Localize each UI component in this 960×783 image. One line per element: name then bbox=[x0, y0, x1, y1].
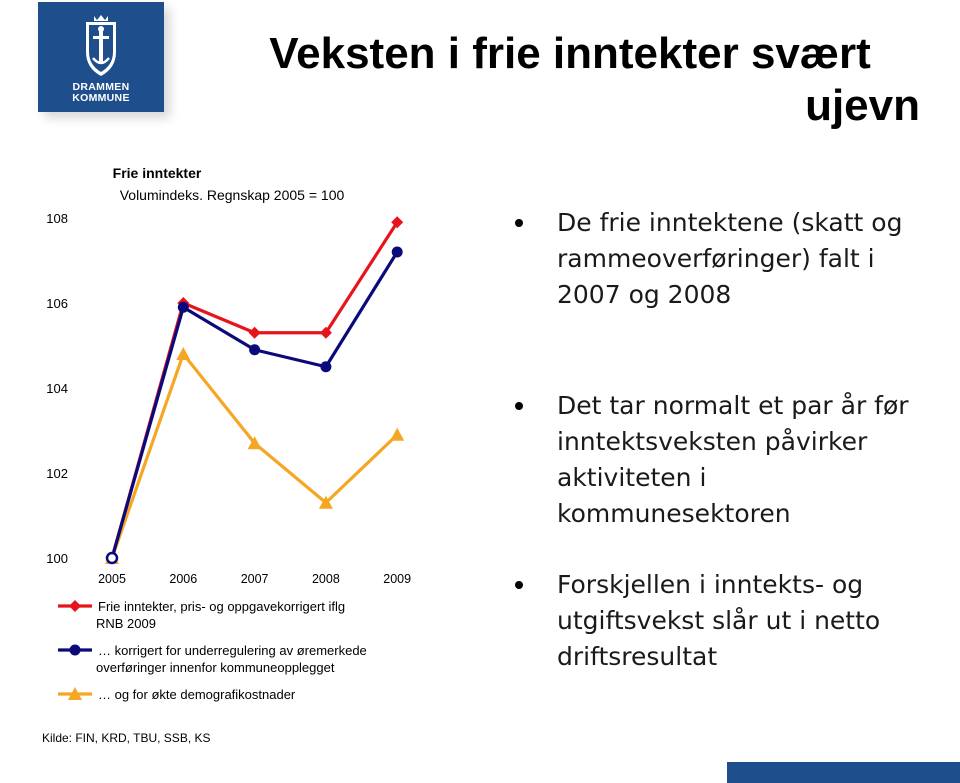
bullet-item bbox=[515, 388, 945, 532]
bullet-item bbox=[515, 567, 945, 675]
chart-subtitle: Volumindeks. Regnskap 2005 = 100 bbox=[119, 187, 345, 203]
x-tick-label: 2009 bbox=[383, 572, 412, 586]
logo-line-1: DRAMMEN bbox=[72, 81, 130, 93]
data-point bbox=[320, 361, 331, 372]
bullet-text: De frie inntektene (skatt og rammeoverføringer) falt i 2007 og 2008 bbox=[557, 208, 903, 309]
slide-title-line-2: ujevn bbox=[805, 81, 920, 130]
y-tick-label: 102 bbox=[46, 466, 68, 481]
chart-title: Frie inntekter bbox=[112, 165, 202, 181]
legend-swatch-marker bbox=[70, 645, 81, 656]
x-tick-label: 2008 bbox=[311, 572, 340, 586]
series-line bbox=[112, 252, 397, 558]
legend-entry bbox=[58, 599, 345, 631]
slide-title-line-1: Veksten i frie inntekter svært bbox=[269, 29, 871, 78]
legend-label-line: RNB 2009 bbox=[96, 616, 156, 631]
logo-line-2: KOMMUNE bbox=[72, 92, 130, 104]
legend-label-line: … korrigert for underregulering av øremerkede bbox=[98, 643, 367, 658]
footer-bar bbox=[727, 762, 960, 783]
data-point bbox=[178, 302, 189, 313]
bullet-dot-icon bbox=[515, 581, 523, 589]
y-tick-label: 104 bbox=[46, 381, 68, 396]
data-point bbox=[392, 247, 403, 258]
bullet-dot-icon bbox=[515, 402, 523, 410]
legend-label bbox=[98, 687, 296, 702]
y-tick-label: 106 bbox=[46, 296, 68, 311]
legend-label bbox=[96, 643, 367, 675]
legend-label-line: Frie inntekter, pris- og oppgavekorrigert iflg bbox=[98, 599, 346, 614]
line-chart bbox=[0, 0, 520, 720]
legend-swatch-marker bbox=[69, 600, 81, 612]
source-note: Kilde: FIN, KRD, TBU, SSB, KS bbox=[42, 731, 211, 745]
legend-entry bbox=[58, 687, 296, 702]
y-tick-label: 108 bbox=[46, 211, 68, 226]
bullet-text: Det tar normalt et par år før inntektsveksten påvirker aktiviteten i kommunesektoren bbox=[557, 391, 909, 528]
legend-label-line: … og for økte demografikostnader bbox=[98, 687, 296, 702]
data-point bbox=[249, 344, 260, 355]
legend-entry bbox=[58, 643, 367, 675]
x-tick-label: 2006 bbox=[169, 572, 198, 586]
bullet-item bbox=[515, 205, 945, 313]
x-tick-label: 2005 bbox=[98, 572, 126, 586]
legend-label bbox=[96, 599, 345, 631]
legend-label-line: overføringer innenfor kommuneopplegget bbox=[96, 660, 335, 675]
bullet-dot-icon bbox=[515, 219, 523, 227]
x-tick-label: 2007 bbox=[240, 572, 269, 586]
y-tick-label: 100 bbox=[46, 551, 68, 566]
data-point bbox=[249, 327, 261, 339]
data-point bbox=[390, 428, 404, 441]
bullet-text: Forskjellen i inntekts- og utgiftsvekst slår ut i netto driftsresultat bbox=[557, 570, 881, 671]
data-point bbox=[107, 553, 117, 563]
series-line bbox=[112, 354, 397, 558]
series-line bbox=[112, 222, 397, 558]
data-point bbox=[176, 347, 190, 360]
